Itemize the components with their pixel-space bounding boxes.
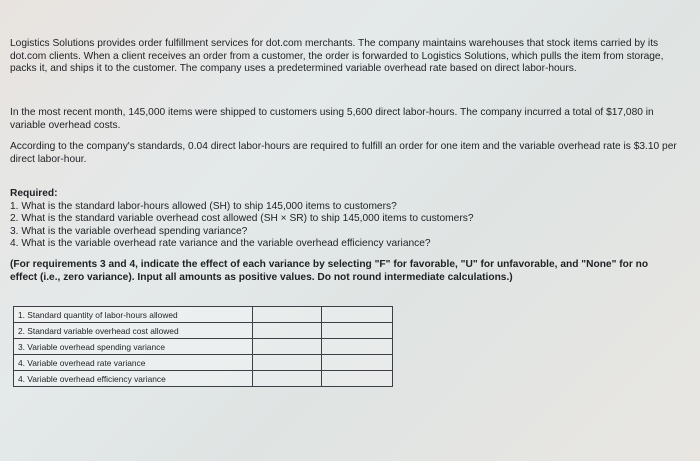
- standards-paragraph: According to the company's standards, 0.04 direct labor-hours are required to fulfill an order for one item and the variable overhead rate is $3.10 per direct labor-hour.: [10, 141, 677, 165]
- month-data-paragraph: In the most recent month, 145,000 items were shipped to customers using 5,600 direct labor-hours. The company incurred a total of $17,080 in variable overhead costs.: [10, 107, 654, 131]
- requirement-3: 3. What is the variable overhead spending variance?: [10, 225, 248, 237]
- effect-select-4a[interactable]: [322, 355, 393, 371]
- answer-input-1[interactable]: [253, 307, 322, 323]
- answer-input-4b[interactable]: [253, 371, 322, 387]
- requirement-1: 1. What is the standard labor-hours allowed (SH) to ship 145,000 items to customers?: [10, 200, 397, 212]
- answer-table: [13, 306, 393, 387]
- row-label: 4. Variable overhead efficiency variance: [14, 371, 253, 387]
- row-label: 3. Variable overhead spending variance: [14, 339, 253, 355]
- requirement-2: 2. What is the standard variable overhead cost allowed (SH × SR) to ship 145,000 items to customers?: [10, 213, 474, 224]
- row-label: 4. Variable overhead rate variance: [14, 355, 253, 371]
- instructions-note: (For requirements 3 and 4, indicate the effect of each variance by selecting "F" for favorable, "U" for unfavorable, and "None" for no effect (i.e., zero variance). Input all amounts as positive values. Do not round intermediate calculations.): [10, 259, 649, 283]
- row-label: 2. Standard variable overhead cost allowed: [14, 323, 253, 339]
- table-row: [14, 339, 393, 355]
- answer-input-4a[interactable]: [253, 355, 322, 371]
- effect-cell-1: [322, 307, 393, 323]
- answer-input-2[interactable]: [253, 323, 322, 339]
- answer-input-3[interactable]: [253, 339, 322, 355]
- effect-select-4b[interactable]: [322, 371, 393, 387]
- required-heading: Required:: [10, 188, 58, 199]
- table-row: [14, 307, 393, 323]
- effect-select-3[interactable]: [322, 339, 393, 355]
- table-row: [14, 355, 393, 371]
- table-row: [14, 323, 393, 339]
- requirements-section: [10, 188, 678, 251]
- requirement-4: 4. What is the variable overhead rate variance and the variable overhead efficiency variance?: [10, 238, 431, 249]
- effect-cell-2: [322, 323, 393, 339]
- row-label: 1. Standard quantity of labor-hours allowed: [14, 307, 253, 323]
- table-row: [14, 371, 393, 387]
- intro-paragraph: Logistics Solutions provides order fulfillment services for dot.com merchants. The company maintains warehouses that stock items carried by its dot.com clients. When a client receives an order from a customer, the order is forwarded to Logistics Solutions, which pulls the item from storage, packs it, and ships it to the customer. The company uses a predetermined variable overhead rate based on direct labor-hours.: [10, 38, 664, 74]
